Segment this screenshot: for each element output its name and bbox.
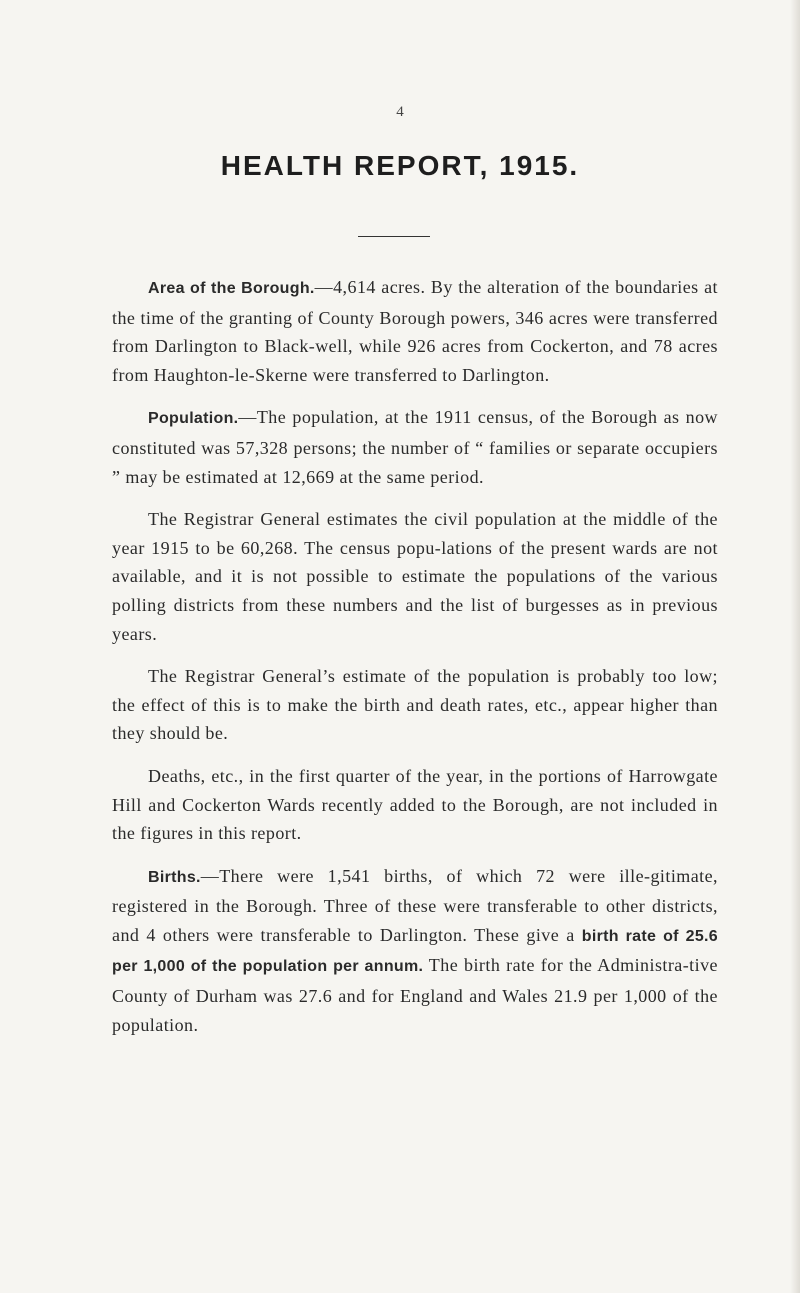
paragraph-text: The Registrar General’s estimate of the population is probably too low; the effect of this is to make the birth and death rates, etc., appear higher than they should be.	[112, 666, 718, 744]
page-edge-shadow	[790, 0, 800, 1293]
report-body	[112, 273, 718, 1053]
title-divider	[358, 236, 430, 237]
page-title: HEALTH REPORT, 1915.	[220, 150, 580, 181]
paragraph-text: —There were 1,541 births, of which 72 were ille-gitimate, registered in the Borough. Three of these were transferable to other districts, and 4 others were transferable to Darlington. These give a	[112, 865, 718, 945]
paragraph-text: —4,614 acres. By the alteration of the boundaries at the time of the granting of County Borough powers, 346 acres were transferred from Darlington to Black-well, while 926 acres from Cockerton, and 78 acres from Haughton-le-Skerne were transferred to Darlington.	[112, 277, 718, 385]
paragraph-lead: Area of the Borough.	[148, 280, 315, 297]
paragraph-text: —The population, at the 1911 census, of the Borough as now constituted was 57,328 persons; the number of “ families or separate occupiers ” may be estimated at 12,669 at the same period.	[112, 407, 718, 487]
paragraph-lead: Population.	[148, 410, 239, 428]
paragraph-births	[112, 862, 718, 1040]
paragraph-estimate-low	[112, 662, 718, 748]
page-number: 4	[396, 104, 404, 120]
paragraph-population	[112, 403, 718, 491]
paragraph-registrar-estimate	[112, 505, 718, 648]
paragraph-text: The Registrar General estimates the civil population at the middle of the year 1915 to be 60,268. The census popu-lations of the present wards are not available, and it is not possible to estimate the populations of the various polling districts from these numbers and the list of burgesses as in previous years.	[112, 509, 718, 644]
paragraph-deaths	[112, 762, 718, 848]
birth-rate-highlight: birth rate of 25.6 per 1,000 of the population per annum.	[112, 927, 718, 976]
paragraph-text-continued: The birth rate for the Administra-tive County of Durham was 27.6 and for England and Wales 21.9 per 1,000 of the population.	[112, 955, 718, 1035]
paragraph-text: Deaths, etc., in the first quarter of the year, in the portions of Harrowgate Hill and Cockerton Wards recently added to the Borough, are not included in the figures in this report.	[112, 765, 718, 844]
paragraph-area	[112, 273, 718, 389]
paragraph-lead: Births.	[148, 868, 201, 886]
